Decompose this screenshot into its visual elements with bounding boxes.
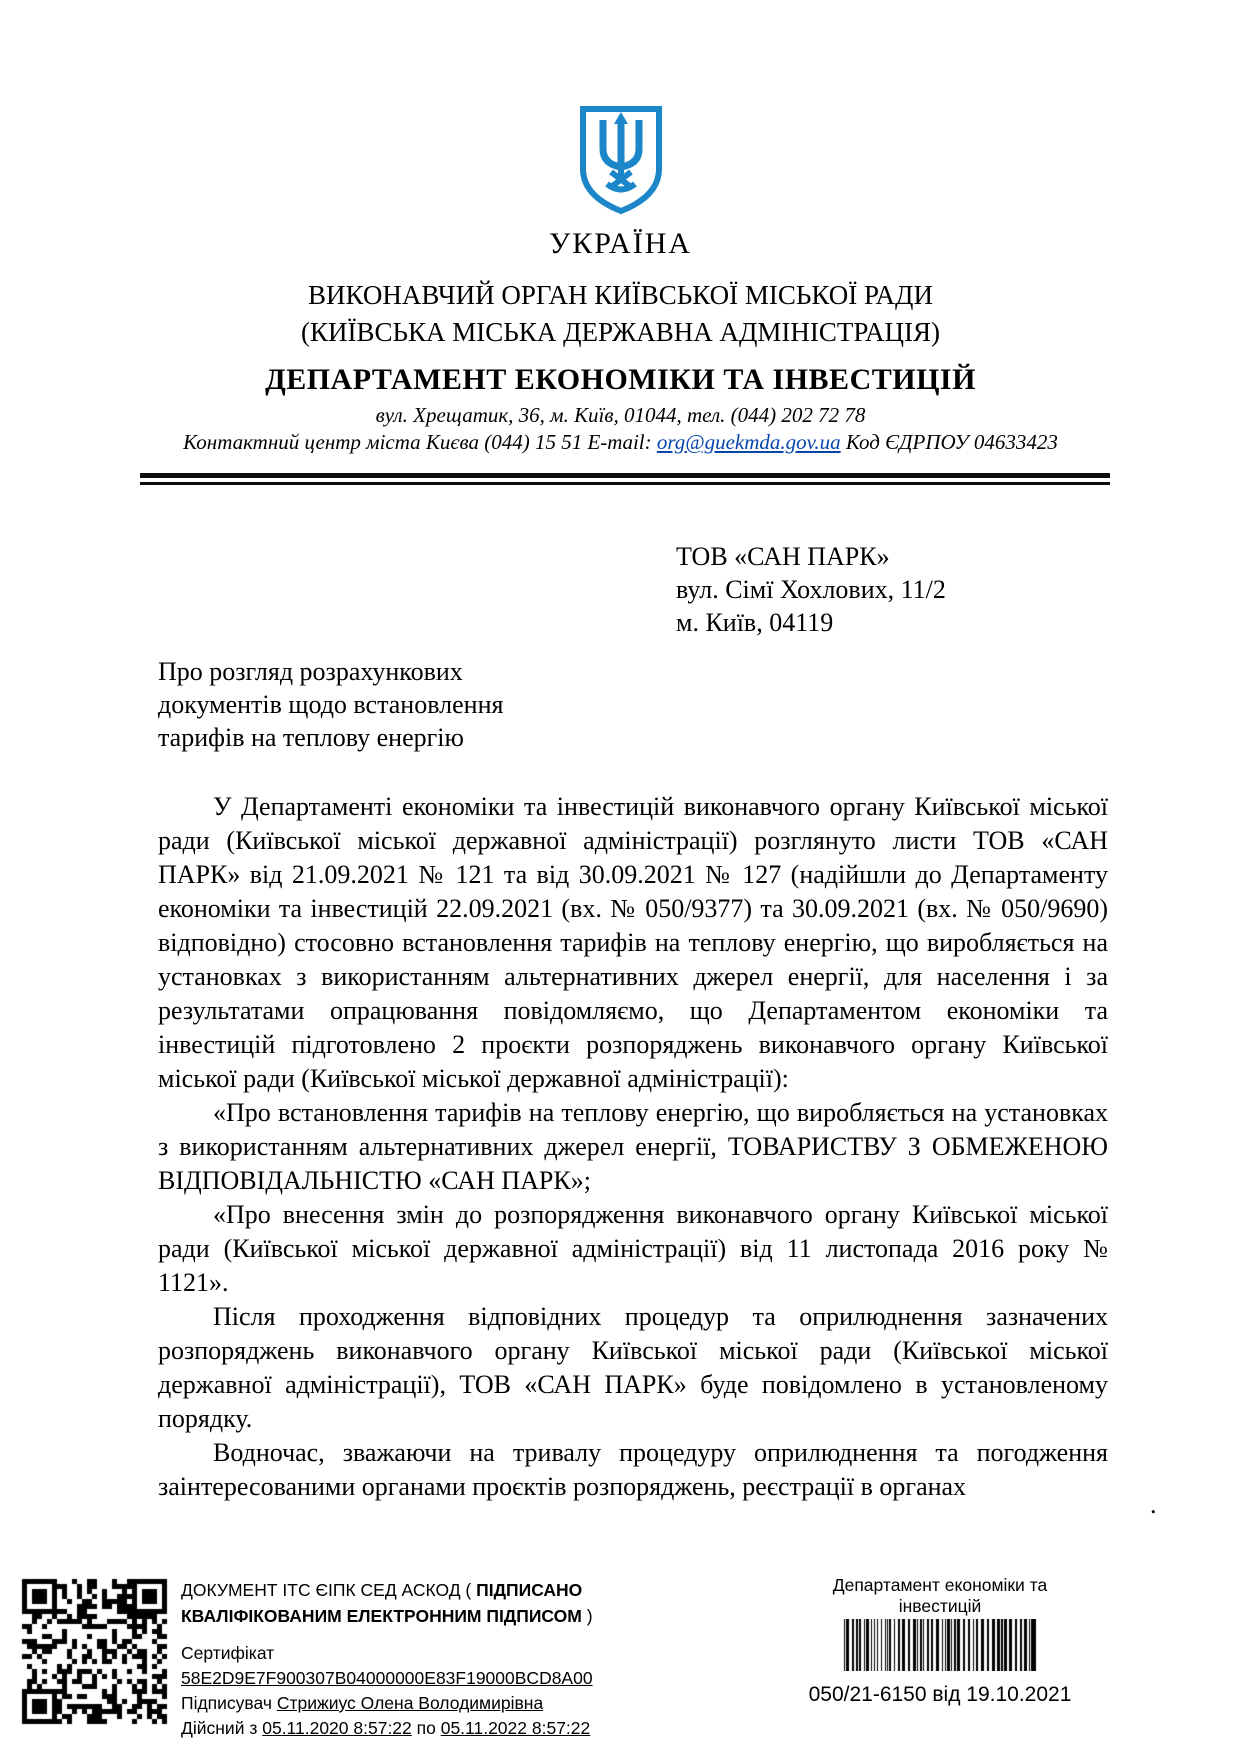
country-name: УКРАЇНА	[548, 227, 693, 260]
validity-line	[181, 1716, 686, 1741]
validity-to: 05.11.2022 8:57:22	[440, 1718, 591, 1738]
subject-line-2: документів щодо встановлення	[158, 690, 504, 719]
validity-from: 05.11.2020 8:57:22	[262, 1718, 412, 1738]
contact-suffix: Код ЄДРПОУ 04633423	[840, 430, 1058, 454]
contact-line	[0, 429, 1241, 456]
subject-block	[158, 655, 1241, 754]
signer-label: Підписувач	[181, 1693, 277, 1713]
letter-body	[158, 790, 1108, 1504]
body-paragraph-4: Після проходження відповідних процедур та оприлюднення зазначених розпоряджень виконавчого органу Київської міської ради (Київської міської державної адміністрації), ТОВ «САН ПАРК» буде повідомлено в установленому порядку.	[158, 1302, 1108, 1433]
subject-line-1: Про розгляд розрахункових	[158, 657, 463, 686]
validity-separator: по	[411, 1718, 441, 1738]
recipient-street: вул. Сімї Хохлових, 11/2	[676, 575, 946, 604]
body-paragraph-3: «Про внесення змін до розпорядження виконавчого органу Київської міської ради (Київської міської державної адміністрації) від 11 листопада 2016 року № 1121».	[158, 1200, 1108, 1297]
recipient-block	[676, 540, 1241, 639]
recipient-name: ТОВ «САН ПАРК»	[676, 542, 890, 571]
body-paragraph-2: «Про встановлення тарифів на теплову енергію, що виробляється на установках з використанням альтернативних джерел енергії, ТОВАРИСТВУ З ОБМЕЖЕНОЮ ВІДПОВІДАЛЬНІСТЮ «САН ПАРК»;	[158, 1098, 1108, 1195]
signature-doc-signed-label: ПІДПИСАНО КВАЛІФІКОВАНИМ ЕЛЕКТРОННИМ ПІДПИСОМ	[181, 1580, 583, 1626]
email-link[interactable]: org@guekmda.gov.ua	[656, 430, 841, 454]
department-name: ДЕПАРТАМЕНТ ЕКОНОМІКИ ТА ІНВЕСТИЦІЙ	[265, 363, 976, 396]
signature-stamp-block	[181, 1577, 686, 1741]
body-paragraph-5: Водночас, зважаючи на тривалу процедуру оприлюднення та погодження заінтересованими органами проєктів розпоряджень, реєстрації в органах	[158, 1438, 1108, 1501]
signer-value: Стрижиус Олена Володимирівна	[276, 1693, 544, 1713]
signer-line	[181, 1691, 686, 1716]
registration-number: 050/21-6150 від 19.10.2021	[808, 1683, 1072, 1706]
header-divider-rule	[140, 473, 1110, 485]
body-paragraph-1: У Департаменті економіки та інвестицій виконавчого органу Київської міської ради (Київської міської державної адміністрації) розглянуто листи ТОВ «САН ПАРК» від 21.09.2021 № 121 та від 30.09.2021 № 127 (надійшли до Департаменту економіки та інвестицій 22.09.2021 (вх. № 050/9377) та 30.09.2021 (вх. № 050/9690) відповідно) стосовно встановлення тарифів на теплову енергію, що виробляється на установках з використанням альтернативних джерел енергії, для населення і за результатами опрацювання повідомляємо, що Департаментом економіки та інвестицій підготовлено 2 проєкти розпоряджень виконавчого органу Київської міської ради (Київської міської державної адміністрації):	[158, 792, 1108, 1093]
organization-line-2: (КИЇВСЬКА МІСЬКА ДЕРЖАВНА АДМІНІСТРАЦІЯ)	[301, 317, 940, 347]
address-line: вул. Хрещатик, 36, м. Київ, 01044, тел. (044) 202 72 78	[375, 403, 866, 427]
registration-block	[795, 1575, 1085, 1707]
signature-doc-line	[181, 1577, 686, 1629]
certificate-label: Сертифікат	[181, 1643, 275, 1663]
contact-prefix: Контактний центр міста Києва (044) 15 51 E-mail:	[183, 430, 657, 454]
recipient-city: м. Київ, 04119	[676, 608, 834, 637]
letterhead	[0, 0, 1241, 485]
registration-department: Департамент економіки та інвестицій	[832, 1575, 1048, 1616]
stray-period-mark: .	[1150, 1490, 1157, 1519]
signature-doc-suffix: )	[581, 1606, 593, 1626]
registration-barcode	[842, 1619, 1038, 1671]
qr-code	[20, 1577, 170, 1727]
signature-doc-prefix: ДОКУМЕНТ ІТС ЄІПК СЕД АСКОД (	[181, 1580, 477, 1600]
organization-line-1: ВИКОНАВЧИЙ ОРГАН КИЇВСЬКОЇ МІСЬКОЇ РАДИ	[308, 280, 933, 310]
validity-label: Дійсний з	[181, 1718, 263, 1738]
certificate-value: 58E2D9E7F900307B04000000E83F19000BCD8A00	[181, 1668, 593, 1688]
ukraine-trident-emblem-icon	[574, 103, 668, 217]
organization-name	[0, 277, 1241, 351]
subject-line-3: тарифів на теплову енергію	[158, 723, 464, 752]
certificate-line	[181, 1641, 686, 1691]
